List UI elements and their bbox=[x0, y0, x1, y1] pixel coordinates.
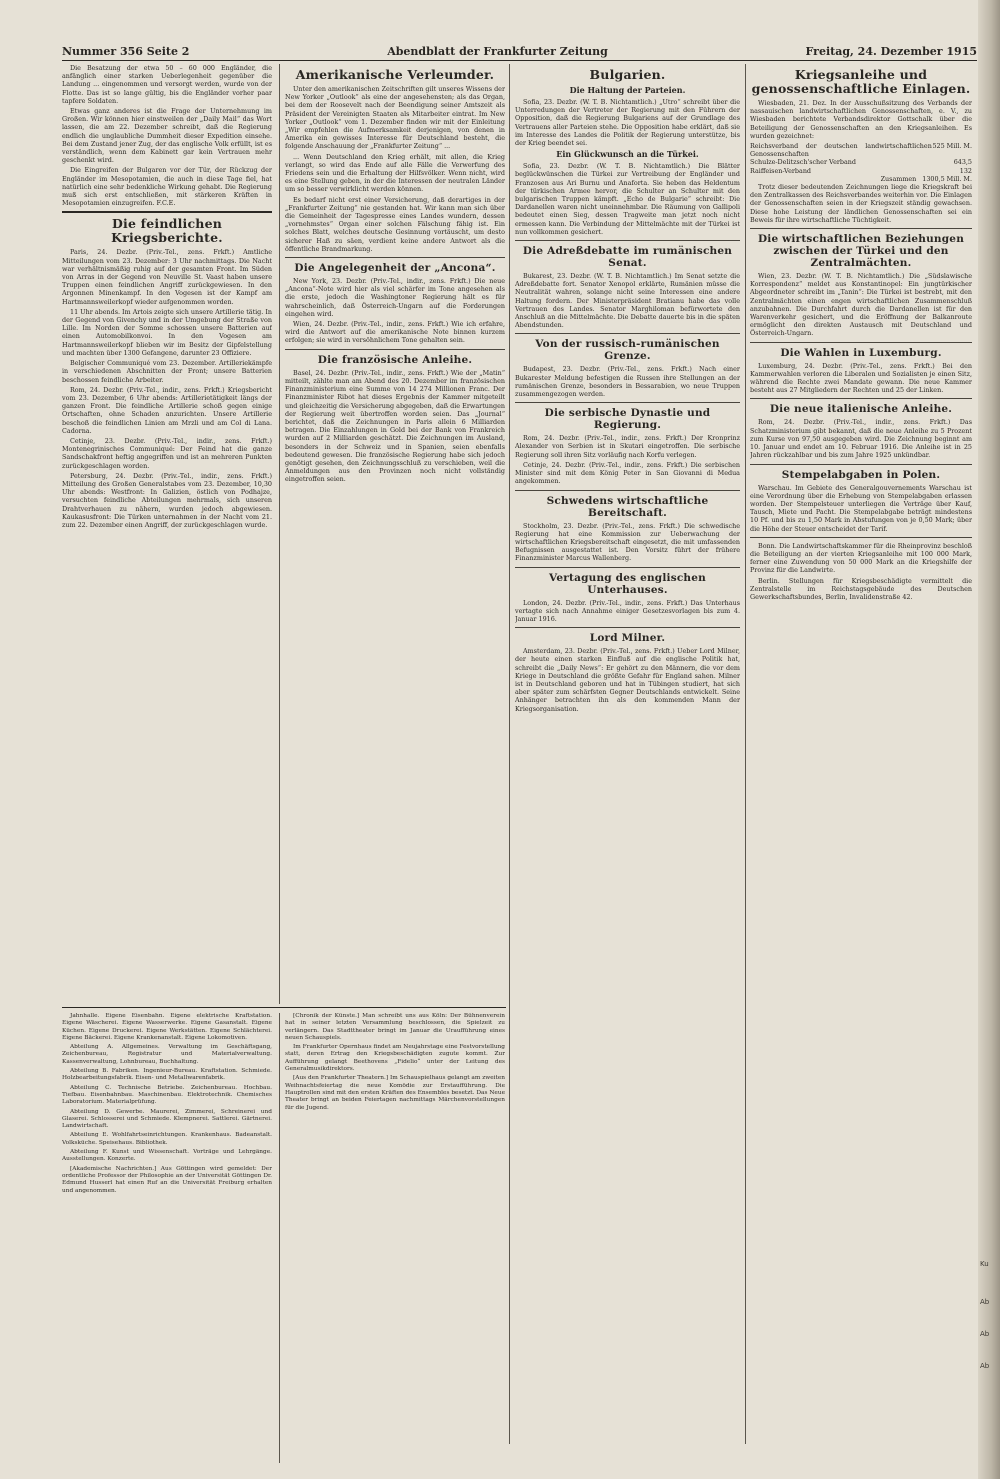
feuilleton-paragraph: [Chronik der Künste.] Man schreibt uns aus Köln: Der Bühnenverein hat in seiner letzten Versammlung beschlossen, die Spielzeit zu verlängern. Das Stadttheater bringt im Januar die Uraufführung eines neuen Schauspiels. bbox=[285, 1013, 505, 1041]
table-value: 132 bbox=[959, 166, 972, 175]
column-4 bbox=[750, 64, 972, 1444]
article-paragraph: Sofia, 23. Dezbr. (W. T. B. Nichtamtlich.) „Utro“ schreibt über die Unterredungen der Vertreter der Regierung mit den Führern der Opposition, daß die Regierung Bulgariens auf der Grundlage des Vertrauens aller Parteien stehe. Die Opposition habe erklärt, daß sie im Interesse des Landes die Politik der Regierung unterstütze, bis der Krieg beendet sei. bbox=[515, 98, 740, 148]
article-paragraph: Luxemburg, 24. Dezbr. (Priv.-Tel., zens. Frkft.) Bei den Kammerwahlen verloren die Liberalen und Sozialisten je einen Sitz, während die Rechte zwei Mandate gewann. Die neue Kammer besteht aus 27 Mitgliedern der Rechten und 25 der Linken. bbox=[750, 361, 972, 395]
headline-war-loan-cooperatives: Kriegsanleihe und genossenschaftliche Einlagen. bbox=[751, 67, 971, 96]
feuilleton-paragraph: Abteilung A. Allgemeines. Verwaltung im Geschäftsgang, Zeichenbureau, Registratur und Materialverwaltung. Kassenverwaltung, Lohnbureau, Buchhaltung. bbox=[62, 1044, 272, 1065]
column-rule bbox=[745, 64, 746, 1444]
headline-russian-romanian-border: Von der russisch-rumänischen Grenze. bbox=[535, 338, 720, 363]
binding-fragment: Ab bbox=[980, 1362, 990, 1370]
headline-enemy-war-reports: Die feindlichen Kriegsberichte. bbox=[111, 216, 223, 246]
report-paragraph: 11 Uhr abends. Im Artois zeigte sich unsere Artillerie tätig. In der Gegend von Givenchy und in der Umgebung der Straße von Lille. Im Norden der Somme schossen unsere Batterien auf einen Automobilkonvoi. In den Vogesen am Hartmannsweilerkopf blieben wir im Besitz der Gipfelstellung und machten über 1300 Gefangene, darunter 23 Offiziere. bbox=[62, 307, 272, 357]
feuilleton-divider bbox=[62, 1007, 506, 1008]
headline-romanian-senate: Die Adreßdebatte im rumänischen Senat. bbox=[522, 245, 733, 270]
feuilleton-paragraph: Abteilung C. Technische Betriebe. Zeichenbureau. Hochbau. Tiefbau. Eisenbahnbau. Maschinenbau. Elektrotechnik. Chemisches Laboratorium. Materialprüfung. bbox=[62, 1084, 272, 1106]
headline-turkey-economic-relations: Die wirtschaftlichen Beziehungen zwischen der Türkei und den Zentralmächten. bbox=[757, 233, 965, 270]
article-paragraph: Bonn. Die Landwirtschaftskammer für die Rheinprovinz beschloß die Beteiligung an der vierten Kriegsanleihe mit 100 000 Mark, ferner eine Zuwendung von 50 000 Mark an die Kriegshilfe der Provinz für die Landwirte. bbox=[750, 541, 972, 575]
feuilleton-paragraph: Abteilung F. Kunst und Wissenschaft. Vorträge und Lehrgänge. Ausstellungen. Konzerte. bbox=[62, 1149, 272, 1163]
article-paragraph: Wien, 23. Dezbr. (W. T. B. Nichtamtlich.) Die „Südslawische Korrespondenz“ meldet aus Konstantinopel: Ein jungtürkischer Abgeordneter schreibt im „Tanin“: Die Türkei ist bestrebt, mit den Zentralmächten einen engen wirtschaftlichen Zusammenschluß anzubahnen. Die Durchfahrt durch die Dardanellen ist für den Warenverkehr gesichert, und die Eröffnung der Balkanroute ermöglicht den direkten Austausch mit Deutschland und Österreich-Ungarn. bbox=[750, 272, 972, 338]
article-paragraph: Wiesbaden, 21. Dez. In der Ausschußsitzung des Verbands der nassauischen landwirtschaftlichen Genossenschaften, e. V., zu Wiesbaden berichtete Verbandsdirektor Gottschalk über die Beteiligung der Genossenschaften an den Kriegsanleihen. Es wurden gezeichnet: bbox=[750, 99, 972, 140]
column-2 bbox=[285, 64, 505, 1004]
divider bbox=[515, 240, 740, 241]
article-paragraph: Basel, 24. Dezbr. (Priv.-Tel., indir., zens. Frkft.) Wie der „Matin“ mitteilt, zählte man am Abend des 20. Dezember im französischen Finanzministerium eine Summe von 14 274 Millionen Franc. Der Finanzminister Ribot hat dieses Ergebnis der Kammer mitgeteilt und gleichzeitig die Versicherung abgegeben, daß die Erwartungen der Regierung weit übertroffen worden seien. Das „Journal“ berichtet, daß die Zeichnungen in Paris allein 6 Milliarden betragen. Die Einzahlungen in Gold bei der Bank von Frankreich wurden auf 2 Milliarden geschätzt. Die Zeichnungen im Ausland, besonders in der Schweiz und in Spanien, seien ebenfalls bedeutend gewesen. Die französische Regierung habe sich jedoch genötigt gesehen, den Zeichnungsschluß zu verschieben, weil die Anmeldungen aus den Provinzen noch nicht vollständig eingetroffen seien. bbox=[285, 368, 505, 484]
article-paragraph: Es bedarf nicht erst einer Versicherung, daß derartiges in der „Frankfurter Zeitung“ nie gestanden hat. Wir kann man sich über die Gemeinheit der Tagespresse eines Landes wundern, dessen „vornehmstes“ Organ einer solchen Fälschung fähig ist. Ein solches Blatt, welches deutsche Gesinnung vortäuscht, um desto sicherer Haß zu säen, verdient keine andere Antwort als die öffentliche Brandmarkung. bbox=[285, 195, 505, 253]
article-paragraph: ... Wenn Deutschland den Krieg erhält, mit allen, die Krieg verlangt, so wird das Ende auf alle Fälle die Verwerfung des Friedens sein und die Erhaltung der Hilfsvölker. Wenn nicht, wird es eine Stellung geben, in der die Interessen der neutralen Länder um so besser verwirklicht werden können. bbox=[285, 152, 505, 194]
divider bbox=[750, 537, 972, 538]
subhead-congratulation: Ein Glückwunsch an die Türkei. bbox=[556, 149, 699, 160]
table-value: 643,5 bbox=[953, 158, 972, 167]
table-row bbox=[750, 167, 972, 175]
report-paragraph: Belgischer Communiqué vom 23. Dezember. Artilleriekämpfe in verschiedenen Abschnitten der Front; unsere Batterien beschossen feindliche Arbeiter. bbox=[62, 359, 272, 384]
headline-ancona: Die Angelegenheit der „Ancona“. bbox=[294, 262, 496, 275]
article-paragraph: Cetinje, 24. Dezbr. (Priv.-Tel., indir., zens. Frkft.) Die serbischen Minister sind mit dem König Peter in San Giovanni di Medua angekommen. bbox=[515, 460, 740, 486]
column-3 bbox=[515, 64, 740, 1444]
article-paragraph: Rom, 24. Dezbr. (Priv.-Tel., indir., zens. Frkft.) Das Schatzministerium gibt bekannt, daß die neue Anleihe zu 5 Prozent zum Kurse von 97,50 ausgegeben wird. Die Zeichnung beginnt am 10. Januar und endet am 10. Februar 1916. Die Anleihe ist in 25 Jahren rückzahlbar und bis zum Jahre 1925 unkündbar. bbox=[750, 418, 972, 460]
headline-lord-milner: Lord Milner. bbox=[589, 632, 666, 645]
column-rule bbox=[509, 64, 510, 1444]
article-paragraph: London, 24. Dezbr. (Priv.-Tel., indir., zens. Frkft.) Das Unterhaus vertagte sich nach Annahme einiger Gesetzesvorlagen bis zum 4. Januar 1916. bbox=[515, 598, 740, 623]
article-paragraph: Rom, 24. Dezbr. (Priv.-Tel., indir., zens. Frkft.) Der Kronprinz Alexander von Serbien ist in Skutari eingetroffen. Die serbische Regierung soll ihren Sitz vorläufig nach Korfu verlegen. bbox=[515, 434, 740, 459]
column-rule bbox=[279, 64, 280, 1004]
table-label: Reichsverband der deutschen landwirtschaftlichen Genossenschaften bbox=[750, 142, 932, 159]
headline-serbian-dynasty: Die serbische Dynastie und Regierung. bbox=[544, 407, 711, 432]
report-paragraph: Petersburg, 24. Dezbr. (Priv.-Tel., indir., zens. Frkft.) Mitteilung des Großen Generalstabes vom 23. Dezember, 10,30 Uhr abends: Westfront: In Galizien, östlich von Podhajze, versuchten feindliche Abteilungen mehrmals, sich unseren Drahtverhauen zu nähern, wurden jedoch abgewiesen. Kaukasusfront: Die Türken unternahmen in der Nacht vom 21. zum 22. Dezember einen Angriff, der zurückgeschlagen wurde. bbox=[62, 471, 272, 529]
page-binding-edge bbox=[978, 0, 1000, 1479]
feuilleton-paragraph: Abteilung D. Gewerbe. Maurerei, Zimmerei, Schreinerei und Glaserei. Schlosserei und Schmiede. Klempnerei. Sattlerei. Gärtnerei. Landwirtschaft. bbox=[62, 1108, 272, 1130]
feuilleton-paragraph: Jahnhalle. Eigene Eisenbahn. Eigene elektrische Kraftstation. Eigene Wäscherei. Eigene Wasserwerke. Eigene Gasanstalt. Eigene Küchen. Eigene Druckerei. Eigene Werkstätten. Eigene Schlächterei. Eigene Bäckerei. Eigene Krankenanstalt. Eigene Lokomotiven. bbox=[62, 1013, 272, 1041]
issue-date: Freitag, 24. Dezember 1915 bbox=[805, 45, 977, 58]
headline-french-loan: Die französische Anleihe. bbox=[317, 353, 473, 366]
feuilleton-paragraph: Im Frankfurter Opernhaus findet am Neujahrstage eine Festvorstellung statt, deren Ertrag den Kriegsbeschädigten zugute kommt. Zur Aufführung gelangt Beethovens „Fidelio“ unter der Leitung des Generalmusikdirektors. bbox=[285, 1044, 505, 1073]
feuilleton-paragraph: [Aus den Frankfurter Theatern.] Im Schauspielhaus gelangt am zweiten Weihnachtsfeiertag die neue Komödie zur Erstaufführung. Die Hauptrollen sind mit den ersten Kräften des Ensembles besetzt. Das Neue Theater bringt an beiden Feiertagen nachmittags Märchenvorstellungen für die Jugend. bbox=[285, 1075, 505, 1111]
column-1-bottom bbox=[62, 1013, 272, 1463]
masthead bbox=[62, 40, 977, 61]
subscription-table bbox=[750, 142, 972, 183]
table-row bbox=[750, 158, 972, 166]
divider bbox=[62, 211, 272, 213]
binding-fragment: Ab bbox=[980, 1330, 990, 1338]
article-paragraph: Bukarest, 23. Dezbr. (W. T. B. Nichtamtlich.) Im Senat setzte die Adreßdebatte fort. Senator Xenopol erklärte, Rumänien müsse die Neutralität wahren, solange nicht seine Interessen eine andere Haltung fordern. Der Ministerpräsident Bratianu habe das volle Vertrauen des Landes. Senator Marghiloman befürwortete den Anschluß an die Mittelmächte. Die Debatte dauerte bis in die späten Abendstunden. bbox=[515, 272, 740, 330]
table-value: 525 Mill. M. bbox=[932, 142, 972, 151]
divider bbox=[750, 398, 972, 399]
report-paragraph: Rom, 24. Dezbr. (Priv.-Tel., indir., zens. Frkft.) Kriegsbericht vom 23. Dezember, 6 Uhr abends: Artillerietätigkeit längs der ganzen Front. Die feindliche Artillerie schoß gegen einige Ortschaften, ohne Schaden anzurichten. Unsere Artillerie beschoß die feindlichen Linien am Mrzli und am Col di Lana. Cadorna. bbox=[62, 385, 272, 435]
report-paragraph: Paris, 24. Dezbr. (Priv.-Tel., zens. Frkft.) Amtliche Mitteilungen vom 23. Dezember: 3 Uhr nachmittags. Die Nacht war verhältnismäßig ruhig auf der gesamten Front. Im Süden von Arras in der Gegend von Neuville St. Vaast haben unsere Truppen einen feindlichen Angriff zurückgewiesen. In den Argonnen Minenkampf. In den Vogesen ist der Kampf am Hartmannsweilerkopf wieder aufgenommen worden. bbox=[62, 248, 272, 306]
headline-luxembourg-elections: Die Wahlen in Luxemburg. bbox=[780, 346, 942, 359]
feuilleton-paragraph: Abteilung B. Fabriken. Ingenieur-Bureau. Kraftstation. Schmiede. Holzbearbeitungsfabrik. Eisen- und Metallwarenfabrik. bbox=[62, 1068, 272, 1082]
headline-sweden-economy: Schwedens wirtschaftliche Bereitschaft. bbox=[546, 494, 709, 519]
article-paragraph: New York, 23. Dezbr. (Priv.-Tel., indir., zens. Frkft.) Die neue „Ancona“-Note wird hier als viel schärfer im Tone angesehen als die erste, jedoch die Washingtoner Regierung hält es für wahrscheinlich, daß Österreich-Ungarn auf die Forderungen eingehen wird. bbox=[285, 277, 505, 318]
article-paragraph: Wien, 24. Dezbr. (Priv.-Tel., indir., zens. Frkft.) Wie ich erfahre, wird die Antwort auf die amerikanische Note binnen kurzem erfolgen; sie wird in versöhnlichem Tone gehalten sein. bbox=[285, 320, 505, 345]
table-row bbox=[750, 142, 972, 158]
article-paragraph: Sofia, 23. Dezbr. (W. T. B. Nichtamtlich.) Die Blätter beglückwünschen die Türkei zur Vertreibung der Engländer und Franzosen aus Ari Burnu und Anaforta. Sie heben das Heldentum der türkischen Armee hervor, die Schulter an Schulter mit den bulgarischen Truppen kämpft. „Echo de Bulgarie“ schreibt: Die Dardanellen waren nicht uneinnehmbar. Die Räumung von Gallipoli bedeutet einen Sieg, dessen Tragweite man jetzt noch nicht ermessen kann. Die Verbindung der Mittelmächte mit der Türkei ist nun vollkommen gesichert. bbox=[515, 162, 740, 236]
feuilleton-paragraph: Abteilung E. Wohlfahrtseinrichtungen. Krankenhaus. Badeanstalt. Volksküche. Speisehaus. Bibliothek. bbox=[62, 1132, 272, 1146]
article-paragraph: Die Eingreifen der Bulgaren vor der Tür, der Rückzug der Engländer im Mesopotamien, die auch in diese Tage fiel, hat natürlich eine sehr bedenkliche Wirkung gehabt. Die Regierung muß sich erst entschließen, mit stärkeren Kräften in Mesopotamien einzugreifen. F.C.E. bbox=[62, 166, 272, 208]
divider bbox=[750, 342, 972, 343]
headline-bulgaria: Bulgarien. bbox=[589, 67, 666, 82]
article-paragraph: Die Besatzung der etwa 50 – 60 000 Engländer, die anfänglich einer starken Ueberlegenheit gegenüber die Landung ... eingenommen und versorgt werden, wurde von der Flotte. Das ist so lange gültig, bis die Engländer vorher paar tapfere Soldaten. bbox=[62, 64, 272, 105]
feuilleton-paragraph: [Akademische Nachrichten.] Aus Göttingen wird gemeldet: Der ordentliche Professor der Philosophie an der Universität Göttingen Dr. Edmund Husserl hat einen Ruf an die Universität Freiburg erhalten und angenommen. bbox=[62, 1165, 272, 1194]
table-label: Zusammen bbox=[880, 174, 917, 183]
issue-number: Nummer 356 Seite 2 bbox=[62, 45, 190, 58]
report-paragraph: Cetinje, 23. Dezbr. (Priv.-Tel., indir., zens. Frkft.) Montenegrinisches Communiqué: Der Feind hat die ganze Sandschakfront heftig angegriffen und ist an mehreren Punkten zurückgeschlagen worden. bbox=[62, 436, 272, 470]
newspaper-title: Abendblatt der Frankfurter Zeitung bbox=[387, 45, 608, 58]
divider bbox=[515, 490, 740, 491]
table-label: Raiffeisen-Verband bbox=[750, 166, 812, 175]
divider bbox=[285, 349, 505, 350]
binding-fragment: Ku bbox=[980, 1260, 989, 1268]
headline-italian-loan: Die neue italienische Anleihe. bbox=[769, 403, 953, 416]
article-paragraph: Warschau. Im Gebiete des Generalgouvernements Warschau ist eine Verordnung über die Erhebung von Stempelabgaben erlassen worden. Der Stempelsteuer unterliegen die Verträge über Kauf, Tausch, Miete und Pacht. Die Stempelabgabe beträgt mindestens 10 Pf. und bis zu 1,50 Mark in Abstufungen von je 0,50 Mark; über die Höhe der Steuer entscheidet der Tarif. bbox=[750, 483, 972, 533]
article-paragraph: Etwas ganz anderes ist die Frage der Unternehmung im Großen. Wir können hier einstweilen der „Daily Mail“ das Wort lassen, die am 22. Dezember schreibt, daß die Regierung endlich die unglaubliche Dummheit dieser Expedition einsehe. Bei dem Zustand jener Zug, der das englische Volk erfüllt, ist es verständlich, wenn dem Kabinett gar kein Vertrauen mehr geschenkt wird. bbox=[62, 107, 272, 165]
article-paragraph: Unter den amerikanischen Zeitschriften gilt unseres Wissens der New Yorker „Outlook“ als eine der angesehensten; als das Organ, bei dem der Roosevelt nach der Beendigung seiner Amtszeit als Präsident der Vereinigten Staaten als Mitarbeiter eintrat. Im New Yorker „Outlook“ vom 1. Dezember finden wir mit der Einleitung „Wir empfehlen die Aufmerksamkeit derjenigen, von denen in Amerika ein gewisses Interesse für Deutschland besteht, die folgende Anschauung der „Frankfurter Zeitung“ ... bbox=[285, 85, 505, 151]
headline-stamp-duties-poland: Stempelabgaben in Polen. bbox=[781, 468, 941, 481]
column-rule bbox=[279, 1013, 280, 1463]
divider bbox=[515, 402, 740, 403]
subhead-parties: Die Haltung der Parteien. bbox=[569, 85, 686, 95]
headline-american-slanderers: Amerikanische Verleumder. bbox=[295, 67, 495, 82]
article-paragraph: Trotz dieser bedeutenden Zeichnungen liege die Kriegskraft bei den Zentralkassen des Reichsverbandes weiterhin vor. Die Einlagen der Genossenschaften seien in der Kriegszeit ständig gewachsen. Diese hohe Leistung der ländlichen Genossenschaften sei ein Beweis für ihre wirtschaftliche Tüchtigkeit. bbox=[750, 183, 972, 224]
divider bbox=[750, 464, 972, 465]
divider bbox=[515, 627, 740, 628]
divider bbox=[750, 228, 972, 229]
article-paragraph: Berlin. Stellungen für Kriegsbeschädigte vermittelt die Zentralstelle im Reichstagsgebäude des Deutschen Gewerkschaftsbundes, Berlin, Invalidenstraße 42. bbox=[750, 576, 972, 601]
divider bbox=[515, 333, 740, 334]
article-paragraph: Stockholm, 23. Dezbr. (Priv.-Tel., zens. Frkft.) Die schwedische Regierung hat eine Kommission zur Ueberwachung der wirtschaftlichen Kriegsbereitschaft eingesetzt, die mit umfassenden Befugnissen ausgestattet ist. Den Vorsitz führt der frühere Finanzminister Marcus Wallenberg. bbox=[515, 521, 740, 563]
article-paragraph: Budapest, 23. Dezbr. (Priv.-Tel., zens. Frkft.) Nach einer Bukarester Meldung befestigen die Russen ihre Stellungen an der rumänischen Grenze, besonders in Bessarabien, wo neue Truppen zusammengezogen werden. bbox=[515, 365, 740, 399]
divider bbox=[285, 257, 505, 258]
table-label: Schulze-Delitzsch'scher Verband bbox=[750, 158, 857, 167]
article-paragraph: Amsterdam, 23. Dezbr. (Priv.-Tel., zens. Frkft.) Ueber Lord Milner, der heute einen starken Einfluß auf die englische Politik hat, schreibt die „Daily News“: Er gehört zu den Männern, die vor dem Kriege in Deutschland die größte Gefahr für England sahen. Milner ist in Deutschland geboren und hat in Tübingen studiert, hat sich aber später zum schärfsten Gegner Deutschlands entwickelt. Seine Anhänger betrachten ihn als den kommenden Mann der Kriegsorganisation. bbox=[515, 647, 740, 713]
table-row bbox=[750, 175, 972, 183]
column-2-bottom bbox=[285, 1013, 505, 1463]
headline-english-parliament: Vertagung des englischen Unterhauses. bbox=[549, 571, 706, 596]
table-value: 1300,5 Mill. M. bbox=[922, 174, 972, 183]
binding-fragment: Ab bbox=[980, 1298, 990, 1306]
divider bbox=[515, 567, 740, 568]
